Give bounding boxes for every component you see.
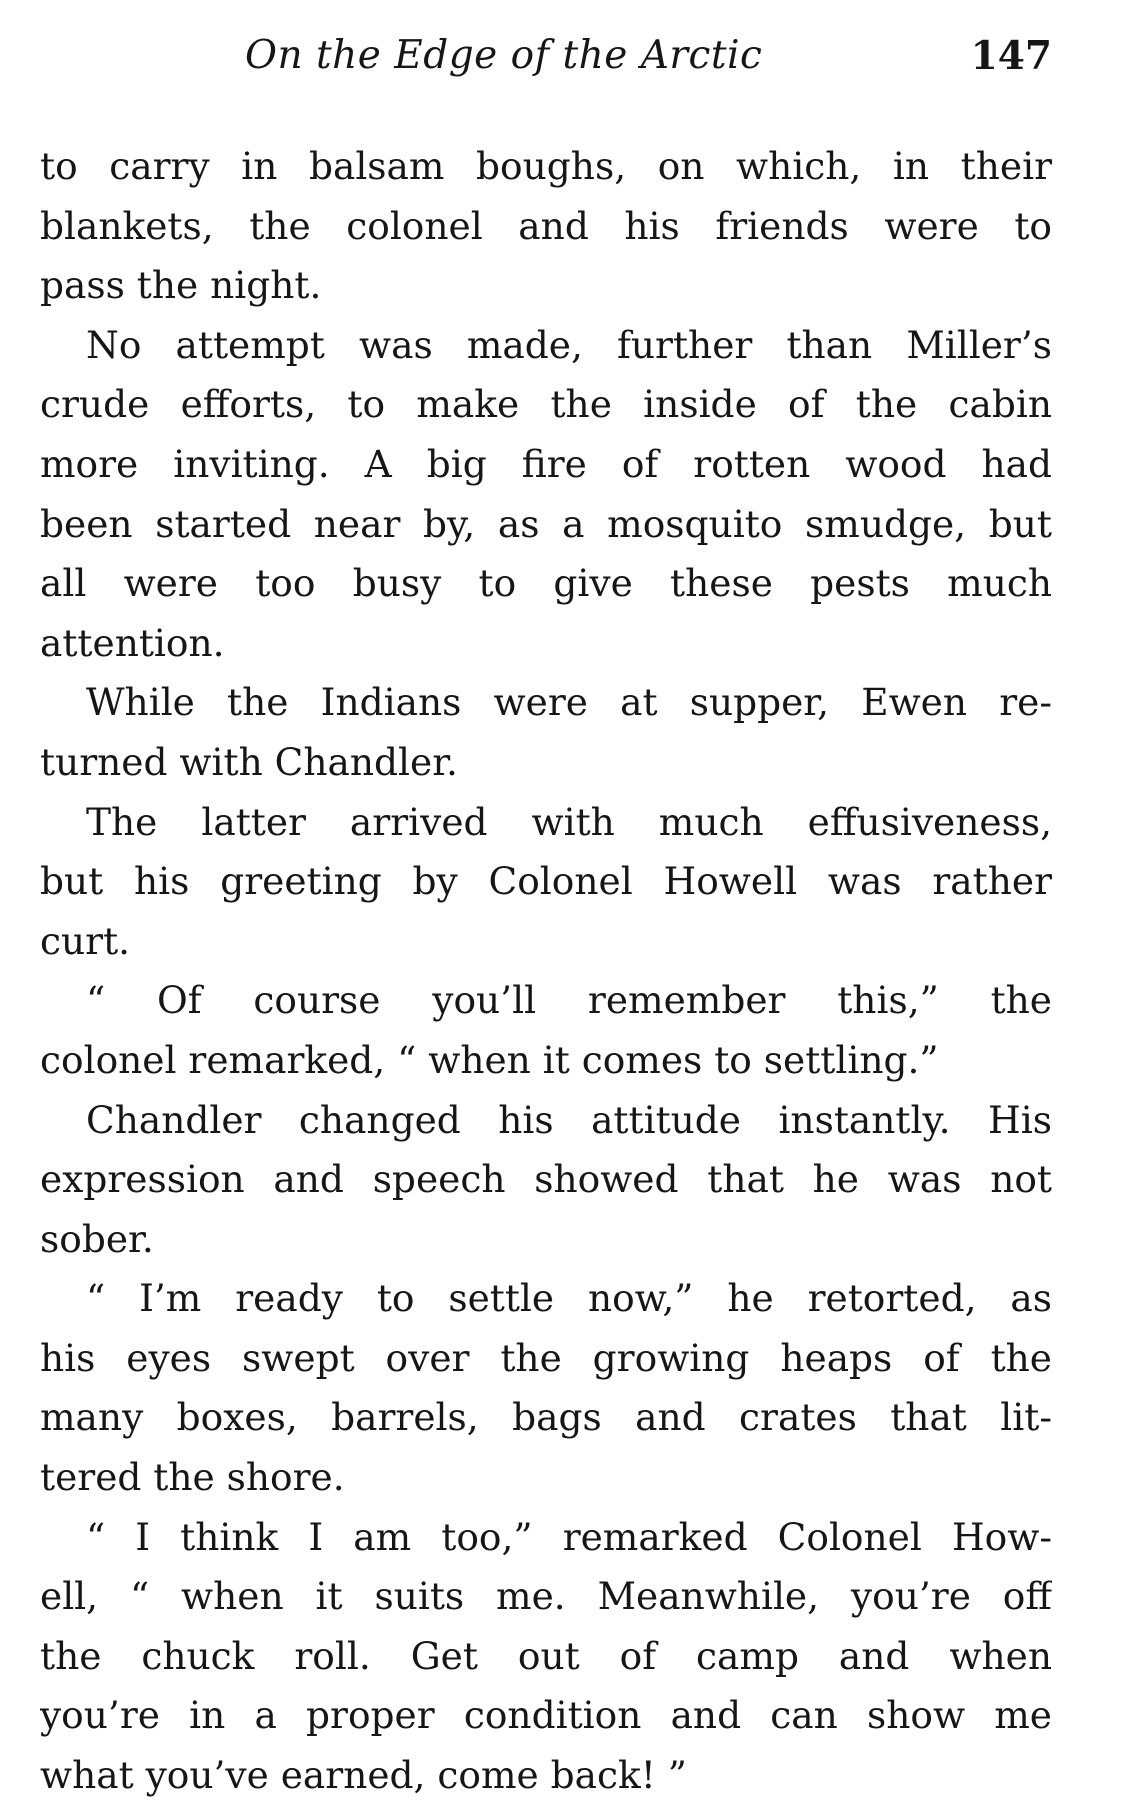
text-line: ell, “ when it suits me. Meanwhile, you’re off <box>40 1574 1052 1619</box>
text-line: you’re in a proper condition and can show me <box>40 1693 1052 1738</box>
text-line: his eyes swept over the growing heaps of the <box>40 1335 1052 1380</box>
text-line: pass the night. <box>40 263 322 308</box>
text-line: “ I’m ready to settle now,” he retorted, as <box>86 1276 1052 1321</box>
running-head <box>40 26 1052 86</box>
text-line: been started near by, as a mosquito smudge, but <box>40 501 1052 546</box>
text-line: The latter arrived with much effusiveness, <box>86 799 1052 844</box>
text-line: many boxes, barrels, bags and crates that lit- <box>40 1395 1052 1440</box>
text-line: more inviting. A big fire of rotten wood had <box>40 441 1052 486</box>
text-line: what you’ve earned, come back! ” <box>40 1753 687 1798</box>
page-number: 147 <box>970 33 1052 79</box>
text-line: turned with Chandler. <box>40 739 458 784</box>
text-line: to carry in balsam boughs, on which, in their <box>40 144 1052 188</box>
text-line: Chandler changed his attitude instantly. His <box>86 1097 1052 1142</box>
text-line: but his greeting by Colonel Howell was rather <box>40 859 1052 904</box>
running-title: On the Edge of the Arctic <box>245 33 763 78</box>
text-line: the chuck roll. Get out of camp and when <box>40 1633 1052 1678</box>
text-line: No attempt was made, further than Miller’s <box>86 322 1052 367</box>
text-line: While the Indians were at supper, Ewen re- <box>86 680 1052 725</box>
text-line: expression and speech showed that he was not <box>40 1157 1052 1202</box>
text-line: attention. <box>40 620 225 665</box>
body-text <box>40 137 1052 1806</box>
text-line: tered the shore. <box>40 1455 345 1500</box>
text-line: “ I think I am too,” remarked Colonel How- <box>86 1514 1052 1559</box>
text-line: colonel remarked, “ when it comes to settling.” <box>40 1037 939 1082</box>
text-line: “ Of course you’ll remember this,” the <box>86 978 1052 1023</box>
text-line: blankets, the colonel and his friends were to <box>40 203 1052 248</box>
text-line: sober. <box>40 1216 154 1261</box>
text-line: all were too busy to give these pests much <box>40 561 1052 606</box>
text-line: curt. <box>40 918 131 963</box>
text-line: crude efforts, to make the inside of the cabin <box>40 382 1052 427</box>
